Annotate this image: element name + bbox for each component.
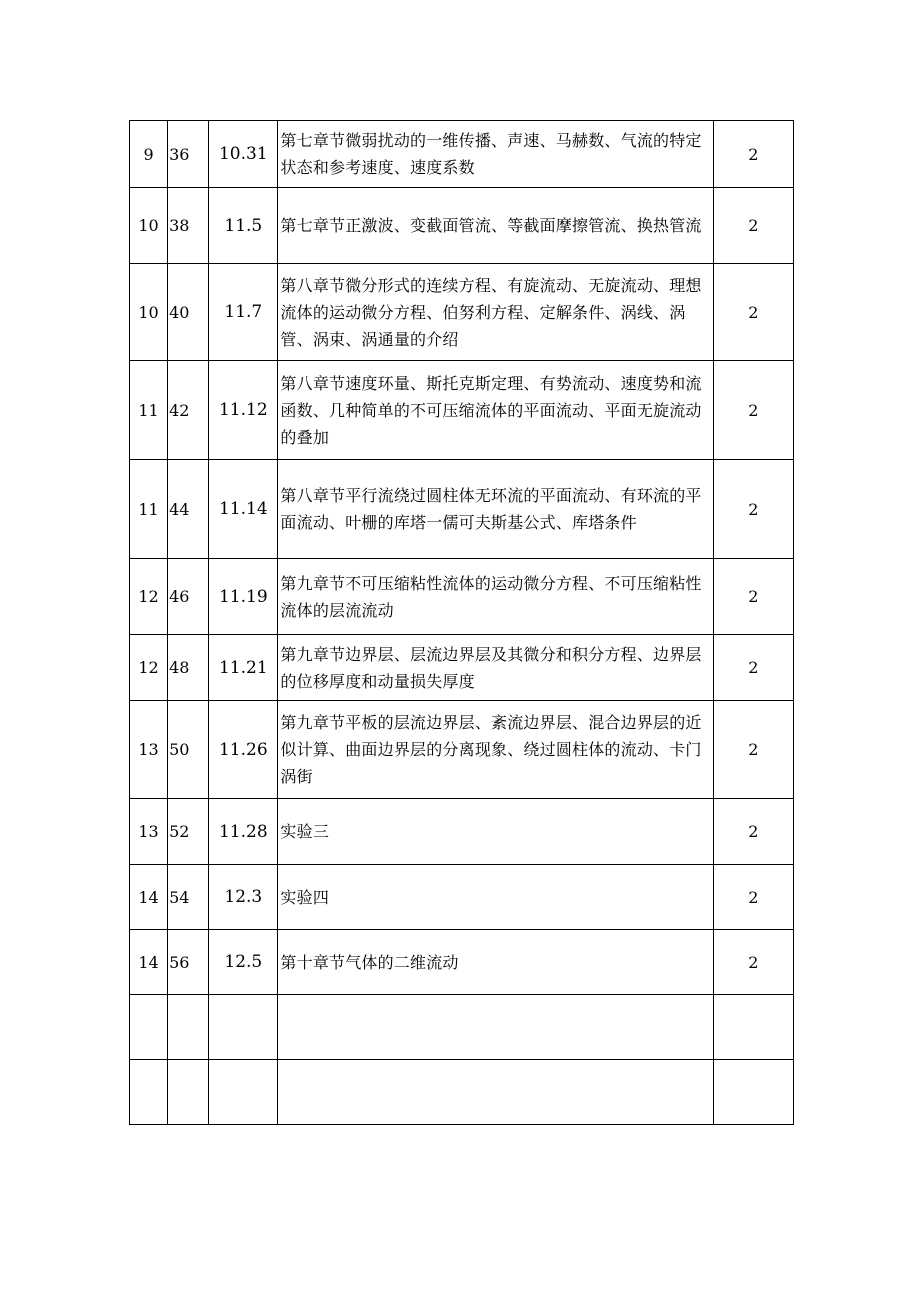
topic-text: 第七章节正激波、变截面管流、等截面摩擦管流、换热管流 [280, 216, 702, 235]
table-row [130, 865, 794, 930]
lesson-number: 40 [169, 302, 190, 322]
lesson-cell [168, 460, 209, 559]
course-schedule-table [129, 120, 794, 1125]
lesson-number: 42 [169, 400, 190, 420]
hours-cell [713, 995, 793, 1060]
date-cell: 12.3 [209, 865, 278, 930]
lesson-number: 46 [169, 587, 190, 606]
topic-cell [278, 865, 713, 930]
hours-cell: 2 [713, 635, 793, 701]
lesson-number: 36 [169, 144, 190, 164]
hours-cell: 2 [713, 559, 793, 635]
date-cell: 11.5 [209, 188, 278, 264]
lesson-number: 44 [169, 499, 190, 519]
table-row [130, 361, 794, 460]
topic-cell [278, 930, 713, 995]
hours-cell: 2 [713, 930, 793, 995]
topic-cell [278, 701, 713, 799]
topic-cell [278, 635, 713, 701]
hours-cell: 2 [713, 701, 793, 799]
hours-cell: 2 [713, 121, 793, 188]
table-row [130, 701, 794, 799]
table-row [130, 188, 794, 264]
topic-text: 第八章节微分形式的连续方程、有旋流动、无旋流动、理想流体的运动微分方程、伯努利方程、定解条件、涡线、涡管、涡束、涡通量的介绍 [280, 275, 702, 349]
lesson-cell [168, 559, 209, 635]
date-cell: 11.7 [209, 264, 278, 361]
table-row [130, 930, 794, 995]
hours-cell: 2 [713, 264, 793, 361]
date-cell: 11.12 [209, 361, 278, 460]
table-row [130, 1060, 794, 1125]
lesson-number: 48 [169, 658, 190, 677]
date-cell: 12.5 [209, 930, 278, 995]
table-row [130, 799, 794, 865]
lesson-cell [168, 188, 209, 264]
week-cell: 11 [130, 460, 168, 559]
lesson-number: 38 [169, 216, 190, 235]
date-cell: 11.19 [209, 559, 278, 635]
topic-text: 第八章节平行流绕过圆柱体无环流的平面流动、有环流的平面流动、叶栅的库塔一儒可夫斯基公式、库塔条件 [280, 486, 702, 532]
week-cell: 13 [130, 701, 168, 799]
date-cell [209, 995, 278, 1060]
topic-cell [278, 460, 713, 559]
topic-cell [278, 799, 713, 865]
week-cell: 10 [130, 188, 168, 264]
lesson-cell [168, 121, 209, 188]
lesson-number: 50 [169, 740, 190, 759]
topic-cell [278, 361, 713, 460]
hours-cell: 2 [713, 460, 793, 559]
table-row [130, 635, 794, 701]
lesson-cell [168, 995, 209, 1060]
lesson-number: 56 [169, 952, 190, 972]
table-row [130, 559, 794, 635]
lesson-cell [168, 799, 209, 865]
table-row [130, 121, 794, 188]
topic-cell [278, 1060, 713, 1125]
week-cell: 12 [130, 559, 168, 635]
topic-text: 第八章节速度环量、斯托克斯定理、有势流动、速度势和流函数、几种简单的不可压缩流体的平面流动、平面无旋流动的叠加 [280, 373, 702, 447]
topic-text: 第七章节微弱扰动的一维传播、声速、马赫数、气流的特定状态和参考速度、速度系数 [280, 131, 702, 177]
date-cell [209, 1060, 278, 1125]
hours-cell: 2 [713, 799, 793, 865]
week-cell [130, 1060, 168, 1125]
week-cell: 13 [130, 799, 168, 865]
topic-cell [278, 559, 713, 635]
topic-cell [278, 264, 713, 361]
lesson-cell [168, 1060, 209, 1125]
table-row [130, 264, 794, 361]
hours-cell: 2 [713, 188, 793, 264]
topic-text: 第九章节平板的层流边界层、紊流边界层、混合边界层的近似计算、曲面边界层的分离现象、绕过圆柱体的流动、卡门涡街 [280, 713, 702, 786]
topic-text: 实验三 [280, 822, 330, 841]
lesson-cell [168, 361, 209, 460]
lesson-cell [168, 930, 209, 995]
topic-cell [278, 121, 713, 188]
lesson-cell [168, 264, 209, 361]
date-cell: 11.14 [209, 460, 278, 559]
week-cell: 9 [130, 121, 168, 188]
hours-cell [713, 1060, 793, 1125]
topic-cell [278, 995, 713, 1060]
week-cell: 14 [130, 930, 168, 995]
date-cell: 11.28 [209, 799, 278, 865]
topic-text: 第九章节边界层、层流边界层及其微分和积分方程、边界层的位移厚度和动量损失厚度 [280, 644, 702, 691]
lesson-cell [168, 701, 209, 799]
week-cell: 11 [130, 361, 168, 460]
topic-cell [278, 188, 713, 264]
topic-text: 第九章节不可压缩粘性流体的运动微分方程、不可压缩粘性流体的层流流动 [280, 573, 702, 620]
week-cell: 12 [130, 635, 168, 701]
date-cell: 10.31 [209, 121, 278, 188]
table-row [130, 995, 794, 1060]
week-cell [130, 995, 168, 1060]
week-cell: 10 [130, 264, 168, 361]
date-cell: 11.26 [209, 701, 278, 799]
hours-cell: 2 [713, 361, 793, 460]
lesson-number: 52 [169, 822, 190, 841]
week-cell: 14 [130, 865, 168, 930]
hours-cell: 2 [713, 865, 793, 930]
table-row [130, 460, 794, 559]
topic-text: 第十章节气体的二维流动 [280, 952, 459, 972]
topic-text: 实验四 [280, 887, 330, 907]
lesson-cell [168, 635, 209, 701]
lesson-cell [168, 865, 209, 930]
lesson-number: 54 [169, 887, 190, 907]
date-cell: 11.21 [209, 635, 278, 701]
